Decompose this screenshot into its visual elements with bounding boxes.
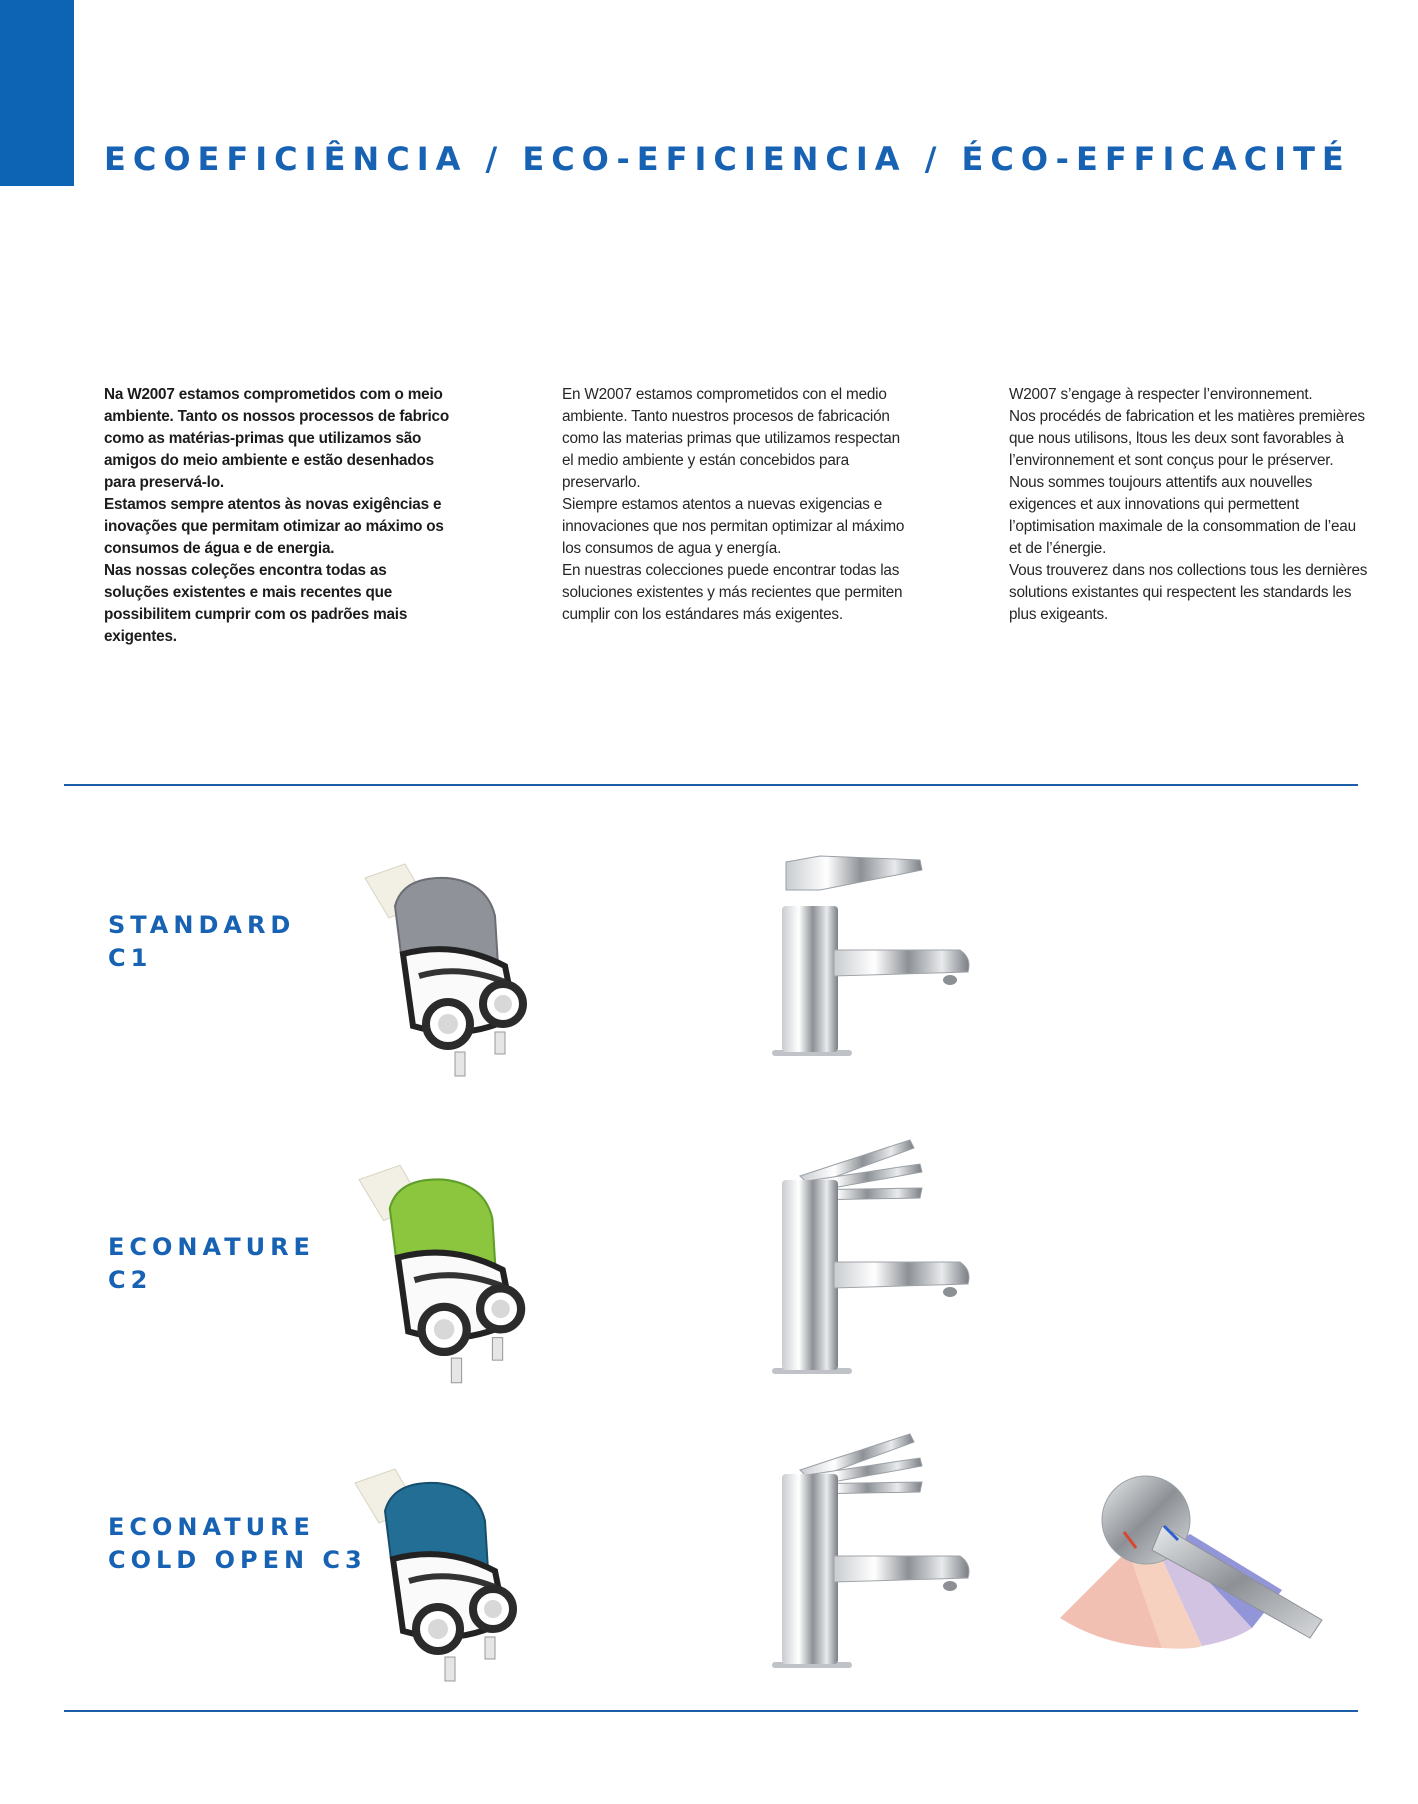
row-label-line: ECONATURE <box>108 1513 315 1541</box>
text-column-spanish <box>562 384 912 626</box>
paragraph: Estamos sempre atentos às novas exigências e inovações que permitam otimizar ao máximo os consumos de água e de energia. <box>104 496 444 557</box>
blue-corner-tab <box>0 0 74 186</box>
row-label-standard-c1 <box>108 909 295 975</box>
cartridge-grey-image <box>355 856 605 1086</box>
paragraph: Nas nossas coleções encontra todas as soluções existentes e mais recentes que possibilitem cumprir com os padrões mais exigentes. <box>104 562 408 645</box>
paragraph: Nous sommes toujours attentifs aux nouvelles exigences et aux innovations qui permettent l’optimisation maximale de la consommation de l’eau et de l’énergie. <box>1009 474 1356 557</box>
faucet-single-lever-image <box>760 850 990 1060</box>
row-label-line: STANDARD <box>108 911 296 939</box>
faucet-lever-stages-image <box>760 1430 990 1670</box>
row-label-econature-c2 <box>108 1231 315 1297</box>
divider-line <box>64 784 1358 786</box>
paragraph: En nuestras colecciones puede encontrar todas las soluciones existentes y más recientes que permiten cumplir con los estándares más exigentes. <box>562 562 903 623</box>
text-column-portuguese <box>104 384 454 648</box>
row-label-line: C2 <box>108 1266 153 1294</box>
cartridge-green-image <box>347 1157 607 1393</box>
divider-line <box>64 1710 1358 1712</box>
paragraph: W2007 s’engage à respecter l’environnement. <box>1009 386 1313 403</box>
paragraph: Siempre estamos atentos a nuevas exigencias e innovaciones que nos permitan optimizar al máximo los consumos de agua y energía. <box>562 496 905 557</box>
row-label-line: COLD OPEN C3 <box>108 1546 367 1574</box>
row-label-econature-cold-open-c3 <box>108 1511 367 1577</box>
paragraph: Nos procédés de fabrication et les matières premières que nous utilisons, ltous les deux sont favorables à l’environnement et sont conçus pour le préserver. <box>1009 408 1365 469</box>
paragraph: Vous trouverez dans nos collections tous les dernières solutions existantes qui respectent les standards les plus exigeants. <box>1009 562 1368 623</box>
page-title: ECOEFICIÊNCIA / ECO-EFICIENCIA / ÉCO-EFFICACITÉ <box>104 140 1351 178</box>
lever-temperature-fan-image <box>1052 1470 1332 1660</box>
cartridge-blue-image <box>345 1460 595 1692</box>
faucet-lever-stages-image <box>760 1136 990 1376</box>
paragraph: Na W2007 estamos comprometidos com o meio ambiente. Tanto os nossos processos de fabrico como as matérias-primas que utilizamos são amigos do meio ambiente e estão desenhados para preservá-lo. <box>104 386 449 491</box>
paragraph: En W2007 estamos comprometidos con el medio ambiente. Tanto nuestros procesos de fabricación como las materias primas que utilizamos respectan el medio ambiente y están concebidos para preservarlo. <box>562 386 900 491</box>
row-label-line: C1 <box>108 944 153 972</box>
text-column-french <box>1009 384 1371 626</box>
row-label-line: ECONATURE <box>108 1233 315 1261</box>
